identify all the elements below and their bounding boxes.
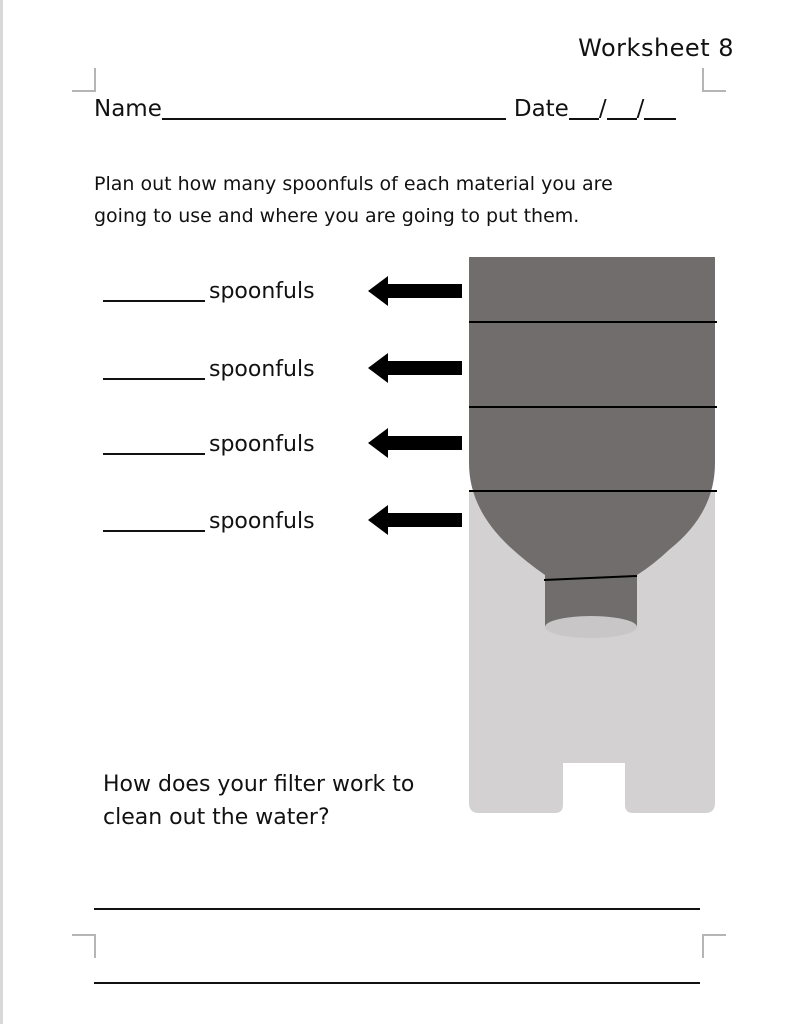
spoonfuls-field[interactable] (103, 358, 205, 380)
spoonfuls-label: spoonfuls (209, 508, 315, 534)
left-arrow-icon (368, 428, 462, 458)
instructions-line: going to use and where you are going to put them. (94, 205, 580, 227)
bottle-mouth (545, 616, 637, 638)
date-day-field[interactable] (607, 96, 637, 120)
left-arrow-icon (368, 353, 462, 383)
spoonfuls-field[interactable] (103, 510, 205, 532)
crop-mark-top-left (72, 68, 96, 92)
spoonfuls-label: spoonfuls (209, 278, 315, 304)
worksheet-title: Worksheet 8 (578, 34, 734, 62)
layer-row-2 (103, 354, 315, 384)
spoonfuls-field[interactable] (103, 280, 205, 302)
date-label: Date (513, 96, 569, 122)
instructions (94, 168, 734, 232)
date-separator: / (598, 96, 607, 122)
date-year-field[interactable] (644, 96, 676, 120)
instructions-line: Plan out how many spoonfuls of each material you are (94, 173, 613, 195)
layer-row-4 (103, 506, 315, 536)
crop-mark-bottom-left (72, 934, 96, 958)
date-separator: / (636, 96, 645, 122)
left-arrow-icon (368, 276, 462, 306)
name-field[interactable] (162, 96, 506, 120)
filter-question (103, 768, 483, 834)
answer-line-2[interactable] (94, 982, 700, 984)
layer-row-3 (103, 429, 315, 459)
answer-line-1[interactable] (94, 908, 700, 910)
spoonfuls-label: spoonfuls (209, 356, 315, 382)
date-month-field[interactable] (569, 96, 599, 120)
bottle-filter-illustration (465, 255, 719, 817)
spoonfuls-label: spoonfuls (209, 431, 315, 457)
question-line: clean out the water? (103, 805, 330, 830)
crop-mark-top-right (702, 68, 726, 92)
question-line: How does your filter work to (103, 772, 415, 797)
layer-row-1 (103, 276, 315, 306)
name-date-row (94, 96, 676, 122)
spoonfuls-field[interactable] (103, 433, 205, 455)
left-arrow-icon (368, 505, 462, 535)
crop-mark-bottom-right (702, 934, 726, 958)
page-edge (0, 0, 3, 1024)
name-label: Name (94, 96, 162, 122)
